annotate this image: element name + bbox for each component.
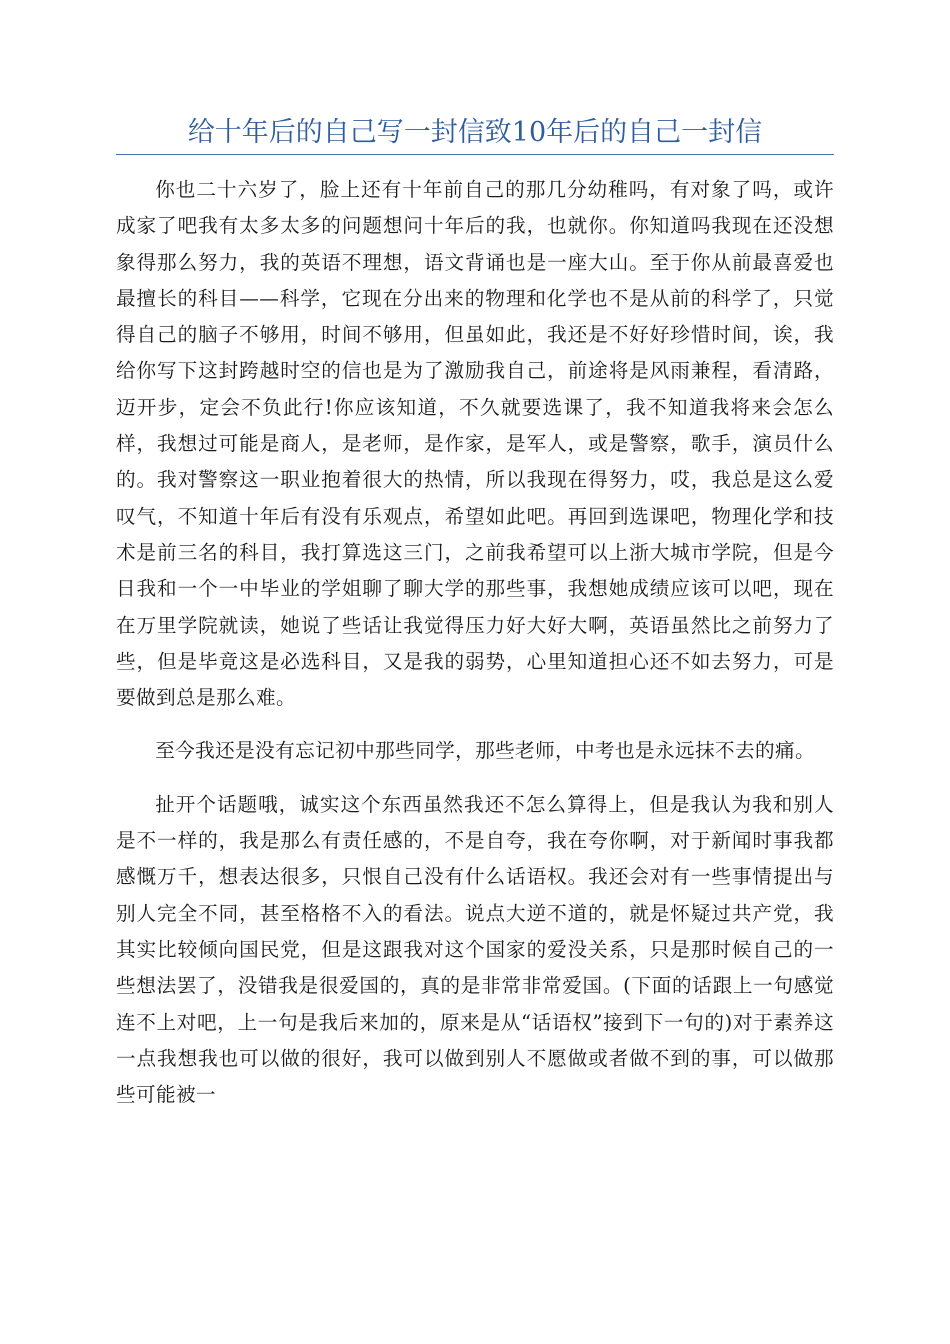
body-paragraph-2: 至今我还是没有忘记初中那些同学，那些老师，中考也是永远抹不去的痛。 [155, 739, 815, 763]
body-paragraph-3: 扯开个话题哦，诚实这个东西虽然我还不怎么算得上，但是我认为我和别人是不一样的，我是那么有责任感的，不是自夸，我在夸你啊，对于新闻时事我都感慨万千，想表达很多，只恨自己没有什么话语权。我还会对有一些事情提出与别人完全不同，甚至格格不入的看法。说点大逆不道的，就是怀疑过共产党，我其实比较倾向国民党，但是这跟我对这个国家的爱没关系，只是那时候自己的一些想法罢了，没错我是很爱国的，真的是非常非常爱国。(下面的话跟上一句感觉连不上对吧，上一句是我后来加的，原来是从“话语权”接到下一句的)对于素养这一点我想我也可以做的很好，我可以做到别人不愿做或者做不到的事，可以做那些可能被一 [116, 792, 834, 1107]
document-title: 给十年后的自己写一封信致10年后的自己一封信 [187, 117, 763, 148]
title-underline-divider [116, 154, 834, 155]
document-body [116, 172, 834, 1113]
body-paragraph-1: 你也二十六岁了，脸上还有十年前自己的那几分幼稚吗，有对象了吗，或许成家了吧我有太多太多的问题想问十年后的我，也就你。你知道吗我现在还没想象得那么努力，我的英语不理想，语文背诵也是一座大山。至于你从前最喜爱也最擅长的科目——科学，它现在分出来的物理和化学也不是从前的科学了，只觉得自己的脑子不够用，时间不够用，但虽如此，我还是不好好珍惜时间，诶，我给你写下这封跨越时空的信也是为了激励我自己，前途将是风雨兼程，看清路，迈开步，定会不负此行!你应该知道，不久就要选课了，我不知道我将来会怎么样，我想过可能是商人，是老师，是作家，是军人，或是警察，歌手，演员什么的。我对警察这一职业抱着很大的热情，所以我现在得努力，哎，我总是这么爱叹气，不知道十年后有没有乐观点，希望如此吧。再回到选课吧，物理化学和技术是前三名的科目，我打算选这三门，之前我希望可以上浙大城市学院，但是今日我和一个一中毕业的学姐聊了聊大学的那些事，我想她成绩应该可以吧，现在在万里学院就读，她说了些话让我觉得压力好大好大啊，英语虽然比之前努力了些，但是毕竟这是必选科目，又是我的弱势，心里知道担心还不如去努力，可是要做到总是那么难。 [116, 178, 834, 710]
